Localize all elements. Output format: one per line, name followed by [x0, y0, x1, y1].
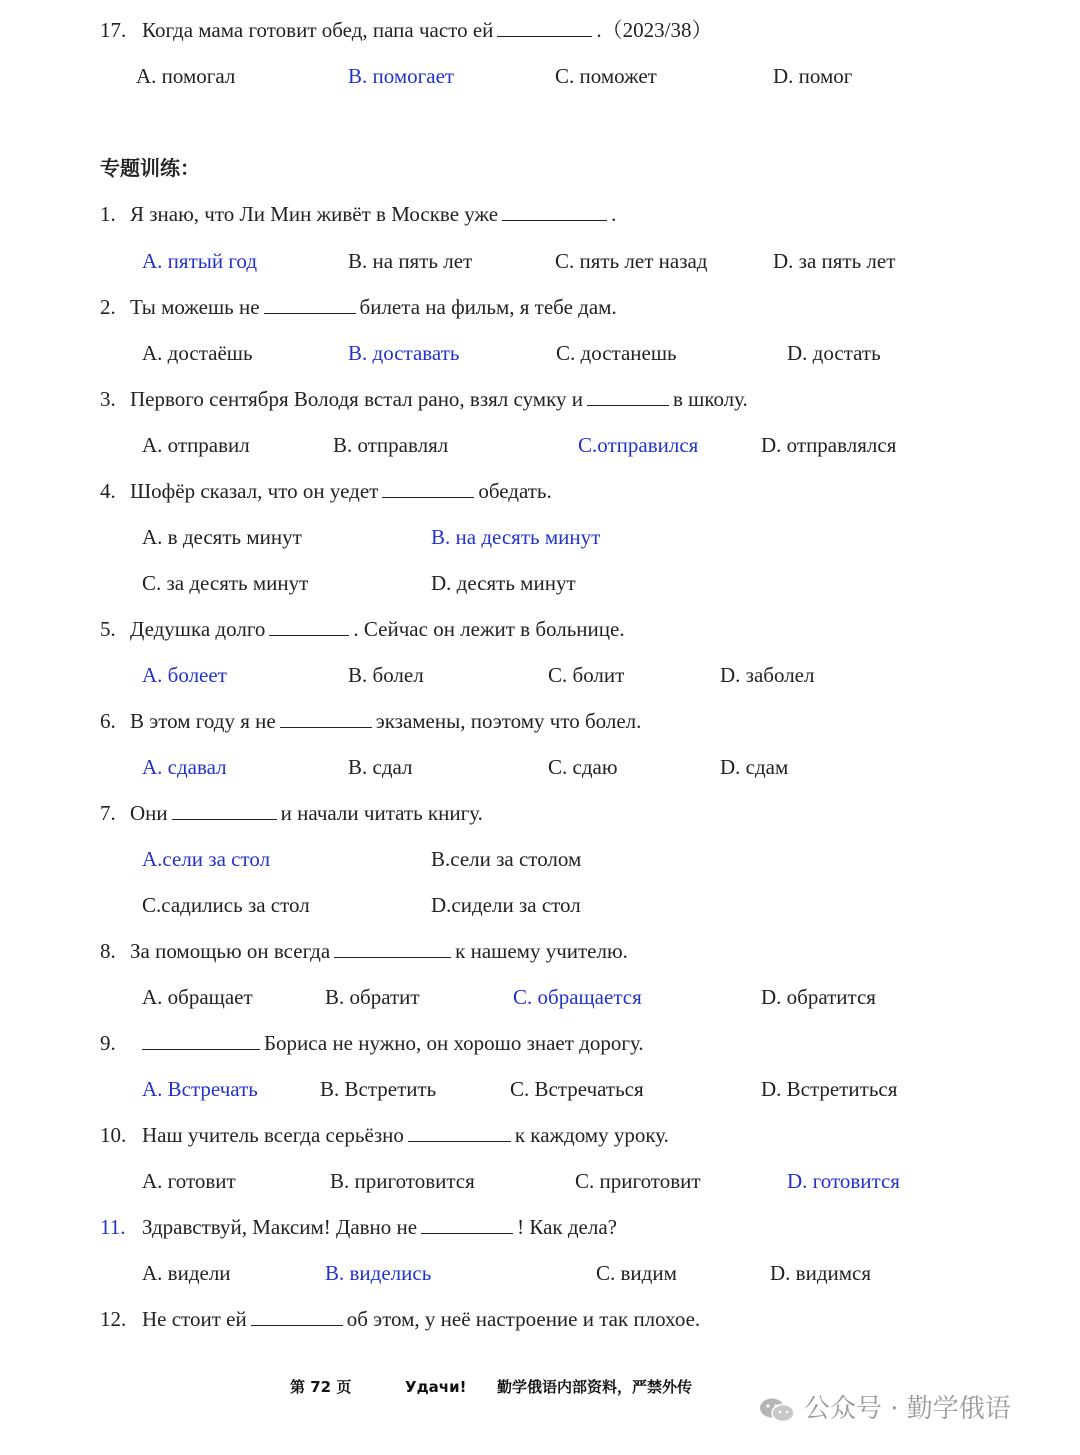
question-text-before: Дедушка долго — [130, 617, 266, 641]
option-b: B. болел — [348, 663, 424, 687]
option-c: C. приготовит — [575, 1169, 701, 1193]
question-text-after: и начали читать книгу. — [280, 801, 483, 825]
question-number: 11. — [100, 1215, 126, 1239]
answer-blank — [172, 801, 277, 820]
answer-blank — [269, 617, 349, 636]
option-b: B. приготовится — [330, 1169, 475, 1193]
question-text-after: об этом, у неё настроение и так плохое. — [346, 1307, 701, 1331]
question-text — [130, 294, 617, 320]
option-b: B. на пять лет — [348, 249, 473, 273]
question-number: 4. — [100, 479, 116, 503]
question-text — [142, 1214, 617, 1240]
option-a: A. обращает — [142, 985, 253, 1009]
answer-blank — [587, 387, 669, 406]
footer-wish: Удачи! — [405, 1378, 467, 1396]
option-c: C. болит — [548, 663, 625, 687]
question-text — [130, 201, 616, 227]
question-text-before: Наш учитель всегда серьёзно — [142, 1123, 404, 1147]
option-b-correct: B. виделись — [325, 1261, 432, 1285]
option-a: A. видели — [142, 1261, 231, 1285]
option-d: D. сдам — [720, 755, 789, 779]
question-number: 5. — [100, 617, 116, 641]
option-a-correct: A. сдавал — [142, 755, 227, 779]
question-text-after: к нашему учителю. — [455, 939, 628, 963]
question-text-before: За помощью он всегда — [130, 939, 331, 963]
option-a: A. помогал — [136, 64, 236, 88]
watermark — [758, 1392, 1011, 1426]
option-a-correct: A. Встречать — [142, 1077, 258, 1101]
answer-blank — [382, 479, 474, 498]
question-text — [142, 17, 713, 43]
question-text-after: .（2023/38） — [596, 18, 713, 42]
option-d: D. помог — [773, 64, 853, 88]
option-d: D. десять минут — [431, 571, 576, 595]
option-a: A. достаёшь — [142, 341, 253, 365]
question-number: 9. — [100, 1031, 116, 1055]
question-text — [130, 478, 552, 504]
section-title: 专题训练： — [100, 156, 200, 180]
wechat-icon — [758, 1397, 796, 1423]
option-a: A. готовит — [142, 1169, 236, 1193]
question-text-before: Я знаю, что Ли Мин живёт в Москве уже — [130, 202, 499, 226]
question-text-before: Они — [130, 801, 168, 825]
option-a: A. отправил — [142, 433, 250, 457]
option-d: D.сидели за стол — [431, 893, 581, 917]
question-text-after: в школу. — [672, 387, 748, 411]
option-c: C. за десять минут — [142, 571, 309, 595]
option-a-correct: A. пятый год — [142, 249, 258, 273]
question-text — [142, 1122, 669, 1148]
option-c: C. достанешь — [556, 341, 677, 365]
question-text — [142, 1306, 700, 1332]
option-b-correct: B. помогает — [348, 64, 455, 88]
question-text-after: к каждому уроку. — [514, 1123, 669, 1147]
option-d: D. обратится — [761, 985, 876, 1009]
question-text-after: . — [611, 202, 617, 226]
option-d: D. видимся — [770, 1261, 872, 1285]
option-b: B. Встретить — [320, 1077, 437, 1101]
option-c: C. сдаю — [548, 755, 618, 779]
question-number: 1. — [100, 202, 116, 226]
option-d: D. заболел — [720, 663, 815, 687]
answer-blank — [142, 1031, 260, 1050]
option-a: A. в десять минут — [142, 525, 302, 549]
question-text-before: Ты можешь не — [130, 295, 260, 319]
option-c: C. Встречаться — [510, 1077, 644, 1101]
question-text-before: В этом году я не — [130, 709, 276, 733]
option-c-correct: C.отправился — [578, 433, 699, 457]
footer-notice: 勤学俄语内部资料，严禁外传 — [497, 1378, 693, 1396]
option-d: D. Встретиться — [761, 1077, 898, 1101]
question-text-before: Здравствуй, Максим! Давно не — [142, 1215, 418, 1239]
question-text-after: Бориса не нужно, он хорошо знает дорогу. — [264, 1031, 644, 1055]
option-c: C. видим — [596, 1261, 677, 1285]
question-text-before: Первого сентября Володя встал рано, взял сумку и — [130, 387, 583, 411]
question-number: 17. — [100, 18, 127, 42]
option-a-correct: A.сели за стол — [142, 847, 271, 871]
question-text — [130, 708, 641, 734]
question-number: 3. — [100, 387, 116, 411]
question-text-after: обедать. — [478, 479, 552, 503]
option-b: B. отправлял — [333, 433, 449, 457]
option-d: D. достать — [787, 341, 881, 365]
option-d: D. за пять лет — [773, 249, 896, 273]
question-text — [138, 1030, 644, 1056]
option-c: C. поможет — [555, 64, 657, 88]
question-text-before: Когда мама готовит обед, папа часто ей — [142, 18, 494, 42]
option-c: C. пять лет назад — [555, 249, 708, 273]
option-b: B.сели за столом — [431, 847, 582, 871]
question-text — [130, 386, 748, 412]
option-b-correct: B. на десять минут — [431, 525, 601, 549]
answer-blank — [334, 939, 451, 958]
question-text-before: Шофёр сказал, что он уедет — [130, 479, 379, 503]
question-number: 10. — [100, 1123, 127, 1147]
option-c-correct: C. обращается — [513, 985, 642, 1009]
option-b: B. обратит — [325, 985, 420, 1009]
option-b: B. сдал — [348, 755, 413, 779]
option-d: D. отправлялся — [761, 433, 897, 457]
option-b-correct: B. доставать — [348, 341, 460, 365]
question-text-after: билета на фильм, я тебе дам. — [359, 295, 617, 319]
watermark-text: 公众号 · 勤学俄语 — [804, 1394, 1011, 1424]
answer-blank — [408, 1123, 511, 1142]
answer-blank — [421, 1215, 513, 1234]
question-number: 7. — [100, 801, 116, 825]
question-text — [130, 938, 628, 964]
option-a-correct: A. болеет — [142, 663, 227, 687]
question-text-after: . Сейчас он лежит в больнице. — [353, 617, 625, 641]
question-text-before: Не стоит ей — [142, 1307, 247, 1331]
question-text-after: экзамены, поэтому что болел. — [375, 709, 642, 733]
answer-blank — [264, 295, 356, 314]
page-number: 第 72 页 — [290, 1378, 352, 1396]
question-number: 2. — [100, 295, 116, 319]
answer-blank — [280, 709, 372, 728]
option-c: C.садились за стол — [142, 893, 310, 917]
question-text — [130, 616, 625, 642]
option-d-correct: D. готовится — [787, 1169, 900, 1193]
question-number: 6. — [100, 709, 116, 733]
question-number: 12. — [100, 1307, 127, 1331]
question-text — [130, 800, 483, 826]
question-number: 8. — [100, 939, 116, 963]
answer-blank — [502, 202, 607, 221]
question-text-after: ! Как дела? — [517, 1215, 617, 1239]
answer-blank — [497, 18, 592, 37]
answer-blank — [251, 1307, 343, 1326]
